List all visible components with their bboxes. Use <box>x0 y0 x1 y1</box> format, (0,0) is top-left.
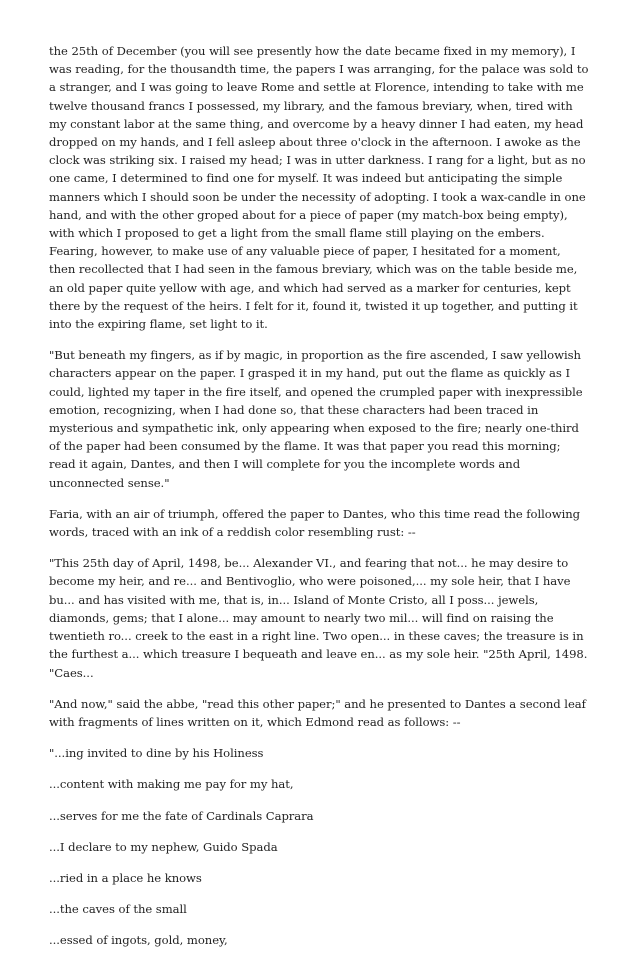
paragraph-first-letter-text: "This 25th day of April, 1498, be... Alexander VI., and fearing that not... he may desire to become my heir, and re... and Bentivoglio, who were poisoned,... my sole heir, that I have bu... and has visited with me, that is, in... Island of Monte Cristo, all I poss... jewels, diamonds, gems; that I alone... may amount to nearly two mil... will find on raising the twentieth ro... creek to the east in a right line. Two open... in these caves; the treasure is in the furthest a... which treasure I bequeath and leave en... as my sole heir. "25th April, 1498. "Caes... <box>49 556 588 680</box>
fragment-line: ...ried in a place he knows <box>49 870 202 885</box>
document-page <box>49 42 589 963</box>
fragment-line: ...serves for me the fate of Cardinals Caprara <box>49 808 314 823</box>
fragment-line: ...the caves of the small <box>49 902 187 917</box>
paragraph-second-leaf-intro: "And now," said the abbe, "read this other paper;" and he presented to Dantes a second leaf with fragments of lines written on it, which Edmond read as follows: -- <box>49 696 586 729</box>
paragraph-breviary-story: the 25th of December (you will see presently how the date became fixed in my memory), I was reading, for the thousandth time, the papers I was arranging, for the palace was sold to a stranger, and I was going to leave Rome and settle at Florence, intending to take with me twelve thousand francs I possessed, my library, and the famous breviary, when, tired with my constant labor at the same thing, and overcome by a heavy dinner I had eaten, my head dropped on my hands, and I fell asleep about three o'clock in the afternoon. I awoke as the clock was striking six. I raised my head; I was in utter darkness. I rang for a light, but as no one came, I determined to find one for myself. It was indeed but anticipating the simple manners which I should soon be under the necessity of adopting. I took a wax-candle in one hand, and with the other groped about for a piece of paper (my match-box being empty), with which I proposed to get a light from the small flame still playing on the embers. Fearing, however, to make use of any valuable piece of paper, I hesitated for a moment, then recollected that I had seen in the famous breviary, which was on the table beside me, an old paper quite yellow with age, and which had served as a marker for centuries, kept there by the request of the heirs. I felt for it, found it, twisted it up together, and putting it into the expiring flame, set light to it. <box>49 44 589 332</box>
fragment-line: ...I declare to my nephew, Guido Spada <box>49 839 278 854</box>
paragraph-faria-offers-paper: Faria, with an air of triumph, offered the paper to Dantes, who this time read the following words, traced with an ink of a reddish color resembling rust: -- <box>49 506 581 540</box>
fragment-line: "...ing invited to dine by his Holiness <box>49 746 264 761</box>
fragment-line: ...content with making me pay for my hat, <box>49 777 294 792</box>
paragraph-sympathetic-ink: "But beneath my fingers, as if by magic, in proportion as the fire ascended, I saw yellowish characters appear on the paper. I grasped it in my hand, put out the flame as quickly as I could, lighted my taper in the fire itself, and opened the crumpled paper with inexpressible emotion, recognizing, when I had done so, that these characters had been traced in mysterious and sympathetic ink, only appearing when exposed to the fire; nearly one-third of the paper had been consumed by the flame. It was that paper you read this morning; read it again, Dantes, and then I will complete for you the incomplete words and unconnected sense." <box>49 348 583 490</box>
fragment-line: ...essed of ingots, gold, money, <box>49 933 228 948</box>
